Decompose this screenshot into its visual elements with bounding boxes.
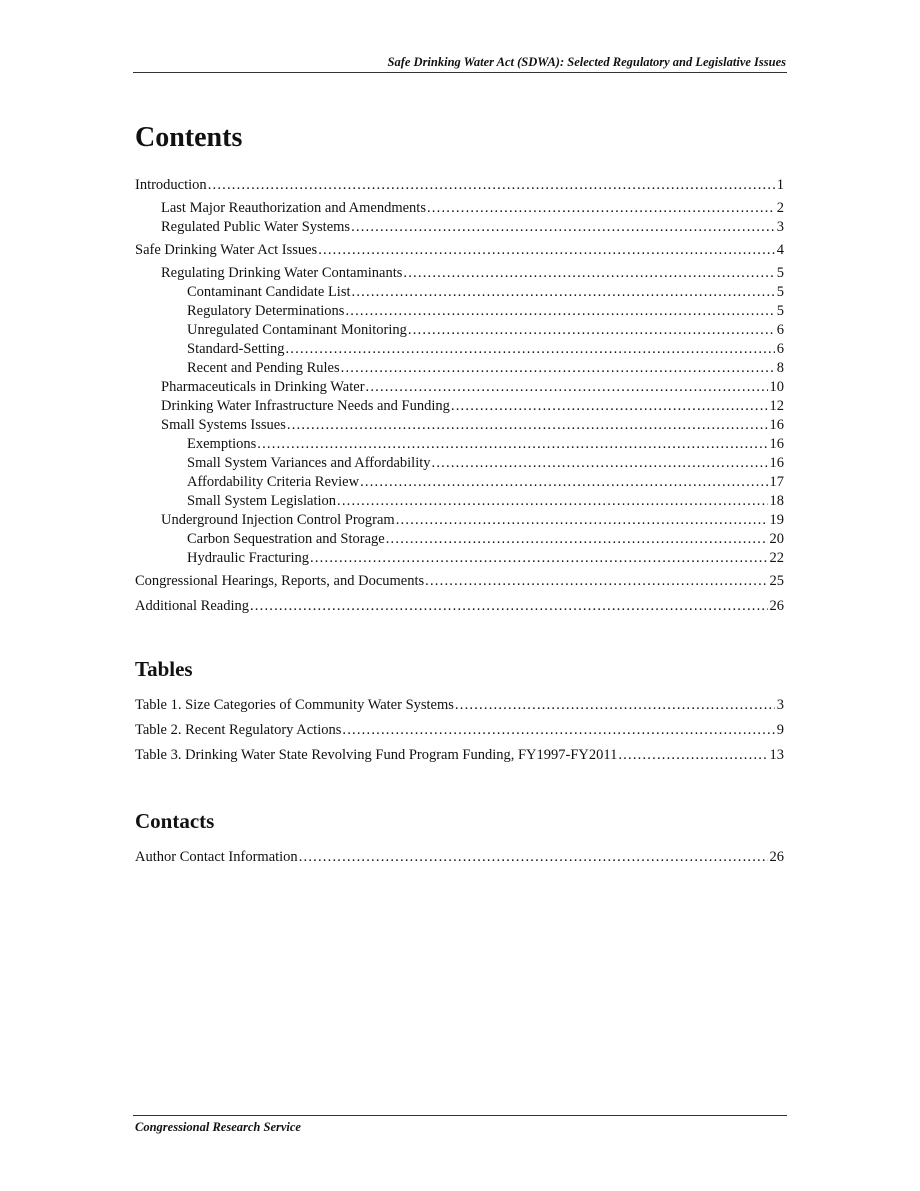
toc-entry-small-system-legislation[interactable] xyxy=(135,492,784,511)
table-entry-page: 3 xyxy=(776,697,784,713)
toc-entry-label: Additional Reading xyxy=(135,598,249,614)
toc-entry-underground-injection[interactable] xyxy=(135,511,784,530)
toc-entry-congressional-hearings[interactable] xyxy=(135,572,784,591)
toc-entry-label: Drinking Water Infrastructure Needs and Funding xyxy=(161,398,450,414)
toc-entry-page: 20 xyxy=(769,531,784,547)
toc-entry-label: Small System Legislation xyxy=(187,493,337,509)
toc-entry-label: Hydraulic Fracturing xyxy=(187,550,310,566)
toc-entry-label: Affordability Criteria Review xyxy=(187,474,360,490)
contact-entry-page: 26 xyxy=(769,849,784,865)
dot-leader xyxy=(285,340,774,359)
dot-leader xyxy=(351,218,775,237)
toc-entry-label: Small Systems Issues xyxy=(161,417,286,433)
toc-entry-label: Underground Injection Control Program xyxy=(161,512,395,528)
dot-leader xyxy=(250,597,768,616)
dot-leader xyxy=(342,721,774,740)
toc-entry-label: Contaminant Candidate List xyxy=(187,284,351,300)
toc-entry-label: Regulated Public Water Systems xyxy=(161,219,351,235)
dot-leader xyxy=(403,264,774,283)
toc-entry-page: 22 xyxy=(769,550,784,566)
dot-leader xyxy=(287,416,768,435)
dot-leader xyxy=(366,378,768,397)
dot-leader xyxy=(352,283,775,302)
toc-entry-page: 5 xyxy=(776,265,784,281)
table-entry-regulatory-actions[interactable] xyxy=(135,721,784,740)
toc-entry-affordability-criteria[interactable] xyxy=(135,473,784,492)
toc-entry-page: 25 xyxy=(769,573,784,589)
contacts-heading: Contacts xyxy=(135,809,215,833)
dot-leader xyxy=(337,492,767,511)
toc-entry-pharmaceuticals[interactable] xyxy=(135,378,784,397)
toc-entry-label: Congressional Hearings, Reports, and Documents xyxy=(135,573,425,589)
toc-entry-regulating-contaminants[interactable] xyxy=(135,264,784,283)
toc-entry-page: 17 xyxy=(769,474,784,490)
toc-entry-recent-pending-rules[interactable] xyxy=(135,359,784,378)
table-entry-page: 9 xyxy=(776,722,784,738)
footer-rule xyxy=(133,1115,787,1116)
dot-leader xyxy=(618,746,767,765)
dot-leader xyxy=(318,241,775,260)
contents-heading: Contents xyxy=(135,122,243,153)
table-entry-size-categories[interactable] xyxy=(135,696,784,715)
tables-heading: Tables xyxy=(135,657,193,681)
toc-entry-label: Small System Variances and Affordability xyxy=(187,455,431,471)
dot-leader xyxy=(396,511,768,530)
toc-entry-page: 8 xyxy=(776,360,784,376)
toc-entry-additional-reading[interactable] xyxy=(135,597,784,616)
toc-entry-regulated-public-water-systems[interactable] xyxy=(135,218,784,237)
toc-entry-page: 10 xyxy=(769,379,784,395)
toc-entry-carbon-sequestration[interactable] xyxy=(135,530,784,549)
toc-entry-page: 3 xyxy=(776,219,784,235)
running-footer: Congressional Research Service xyxy=(135,1120,301,1134)
toc-entry-sdwa-issues[interactable] xyxy=(135,241,784,260)
dot-leader xyxy=(341,359,775,378)
dot-leader xyxy=(360,473,767,492)
table-entry-label: Table 1. Size Categories of Community Water Systems xyxy=(135,697,454,713)
dot-leader xyxy=(257,435,767,454)
toc-entry-exemptions[interactable] xyxy=(135,435,784,454)
dot-leader xyxy=(310,549,767,568)
toc-entry-introduction[interactable] xyxy=(135,176,784,195)
toc-entry-label: Unregulated Contaminant Monitoring xyxy=(187,322,407,338)
toc-entry-label: Exemptions xyxy=(187,436,257,452)
contact-entry-label: Author Contact Information xyxy=(135,849,298,865)
toc-entry-page: 5 xyxy=(776,284,784,300)
toc-entry-infrastructure-funding[interactable] xyxy=(135,397,784,416)
toc-entry-standard-setting[interactable] xyxy=(135,340,784,359)
table-entry-revolving-fund[interactable] xyxy=(135,746,784,765)
dot-leader xyxy=(299,848,768,867)
dot-leader xyxy=(345,302,774,321)
table-entry-label: Table 3. Drinking Water State Revolving Fund Program Funding, FY1997-FY2011 xyxy=(135,747,618,763)
toc-entry-label: Safe Drinking Water Act Issues xyxy=(135,242,318,258)
table-entry-label: Table 2. Recent Regulatory Actions xyxy=(135,722,342,738)
contact-entry-author[interactable] xyxy=(135,848,784,867)
toc-entry-label: Regulating Drinking Water Contaminants xyxy=(161,265,403,281)
dot-leader xyxy=(425,572,767,591)
running-header: Safe Drinking Water Act (SDWA): Selected Regulatory and Legislative Issues xyxy=(387,55,786,69)
toc-entry-label: Standard-Setting xyxy=(187,341,285,357)
toc-entry-hydraulic-fracturing[interactable] xyxy=(135,549,784,568)
table-entry-page: 13 xyxy=(769,747,784,763)
toc-entry-small-systems-issues[interactable] xyxy=(135,416,784,435)
toc-entry-page: 18 xyxy=(769,493,784,509)
toc-entry-page: 19 xyxy=(769,512,784,528)
dot-leader xyxy=(408,321,775,340)
toc-entry-page: 12 xyxy=(769,398,784,414)
toc-entry-page: 6 xyxy=(776,322,784,338)
toc-entry-page: 26 xyxy=(769,598,784,614)
dot-leader xyxy=(432,454,768,473)
dot-leader xyxy=(455,696,775,715)
dot-leader xyxy=(386,530,768,549)
dot-leader xyxy=(451,397,768,416)
toc-entry-page: 16 xyxy=(769,436,784,452)
toc-entry-label: Introduction xyxy=(135,177,207,193)
header-rule xyxy=(133,72,787,73)
toc-entry-page: 2 xyxy=(776,200,784,216)
toc-entry-regulatory-determinations[interactable] xyxy=(135,302,784,321)
toc-entry-page: 16 xyxy=(769,455,784,471)
toc-entry-contaminant-candidate-list[interactable] xyxy=(135,283,784,302)
toc-entry-unregulated-monitoring[interactable] xyxy=(135,321,784,340)
dot-leader xyxy=(208,176,775,195)
toc-entry-page: 4 xyxy=(776,242,784,258)
toc-entry-page: 16 xyxy=(769,417,784,433)
toc-entry-label: Regulatory Determinations xyxy=(187,303,345,319)
toc-entry-page: 6 xyxy=(776,341,784,357)
toc-entry-page: 1 xyxy=(776,177,784,193)
toc-entry-last-major-reauthorization[interactable] xyxy=(135,199,784,218)
toc-entry-label: Last Major Reauthorization and Amendments xyxy=(161,200,426,216)
toc-entry-label: Pharmaceuticals in Drinking Water xyxy=(161,379,365,395)
dot-leader xyxy=(427,199,775,218)
toc-entry-page: 5 xyxy=(776,303,784,319)
toc-entry-label: Recent and Pending Rules xyxy=(187,360,340,376)
toc-entry-label: Carbon Sequestration and Storage xyxy=(187,531,385,547)
toc-entry-variances-affordability[interactable] xyxy=(135,454,784,473)
